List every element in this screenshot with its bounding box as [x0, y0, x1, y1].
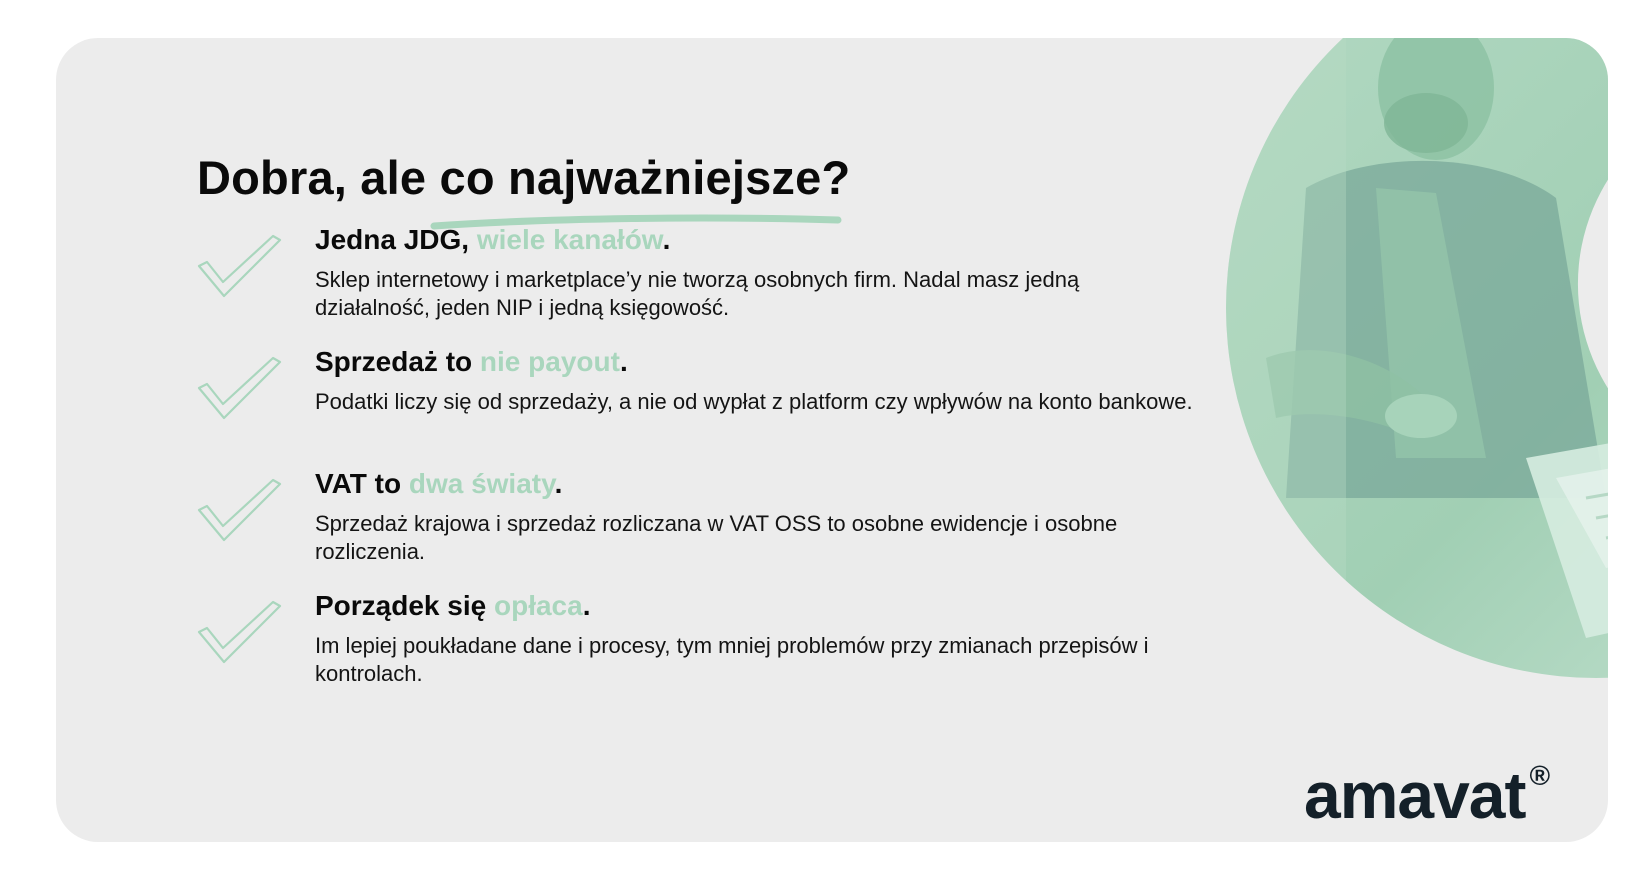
list-item-vat	[196, 468, 1216, 578]
item-description: Podatki liczy się od sprzedaży, a nie od wypłat z platform czy wpływów na konto bankowe.	[315, 389, 1193, 414]
checkmark-icon	[196, 232, 284, 304]
item-title: Jedna JDG, wiele kanałów.	[315, 224, 671, 255]
item-description: Im lepiej poukładane dane i procesy, tym mniej problemów przy zmianach przepisów i kontrolach.	[315, 633, 1149, 686]
item-title: Sprzedaż to nie payout.	[315, 346, 628, 377]
logo-wordmark: amavat	[1304, 758, 1526, 832]
checkmark-icon	[196, 598, 284, 670]
checkmark-icon	[196, 476, 284, 548]
item-title-accent: nie payout	[479, 346, 620, 377]
page-title: Dobra, ale co najważniejsze?	[197, 151, 851, 204]
list-item-jedna-jdg	[196, 224, 1216, 334]
checkmark-icon	[196, 354, 284, 426]
item-title-accent: dwa światy	[408, 468, 555, 499]
item-title-accent: opłaca	[493, 590, 583, 621]
list-item-sprzedaz	[196, 346, 1216, 456]
item-description: Sklep internetowy i marketplace’y nie tworzą osobnych firm. Nadal masz jedną działalność, jeden NIP i jedną księgowość.	[315, 267, 1080, 320]
item-title-accent: wiele kanałów	[476, 224, 663, 255]
content-card	[56, 38, 1608, 842]
amavat-logo	[1304, 758, 1550, 832]
item-title: Porządek się opłaca.	[315, 590, 591, 621]
registered-mark: ®	[1529, 760, 1550, 791]
item-title: VAT to dwa światy.	[315, 468, 563, 499]
item-description: Sprzedaż krajowa i sprzedaż rozliczana w VAT OSS to osobne ewidencje i osobne rozliczenia.	[315, 511, 1118, 564]
photo-ring-illustration	[1226, 38, 1608, 678]
list-item-porzadek	[196, 590, 1216, 700]
